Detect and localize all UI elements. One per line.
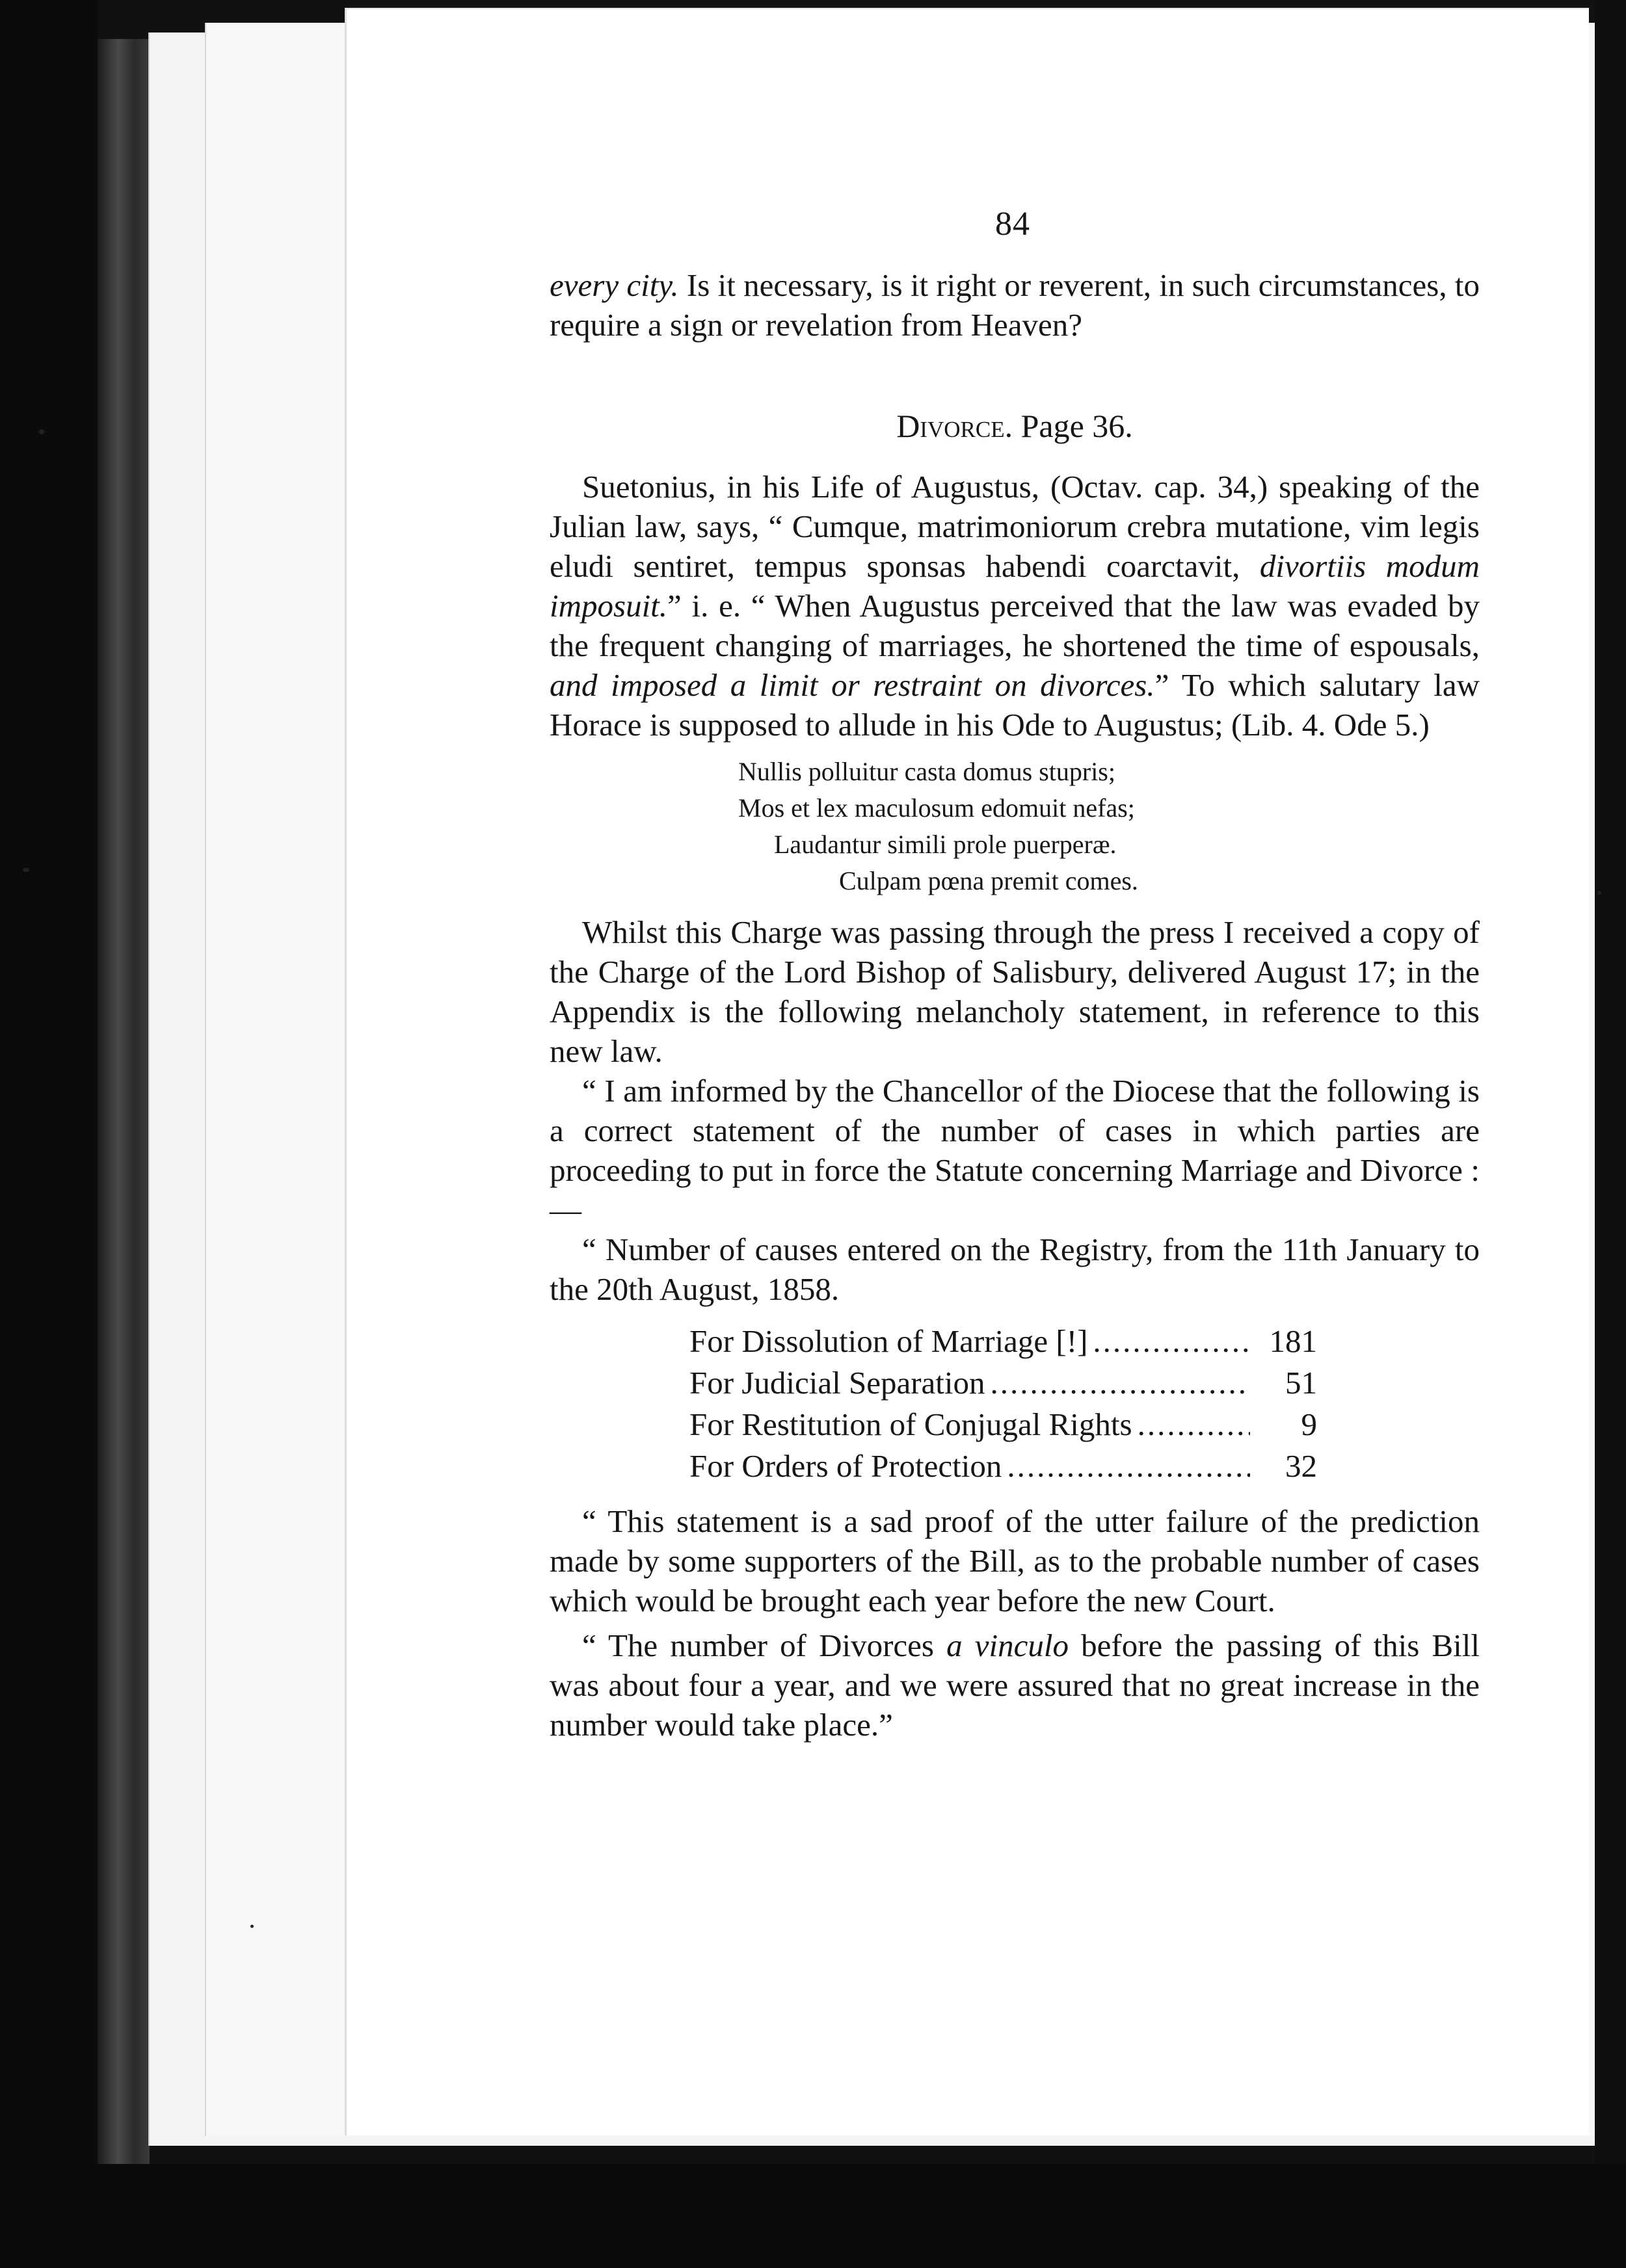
- scan-border-bottom: [0, 2164, 1626, 2268]
- verse-line: Mos et lex maculosum edomuit nefas;: [738, 793, 1135, 823]
- statement-paragraph: “ This statement is a sad proof of the utter failure of the prediction made by some supporters of the Bill, as to the probable number of cases which would be brought each year before the new Court.: [550, 1503, 1480, 1618]
- causes-table: [689, 1321, 1317, 1487]
- row-value: 181: [1269, 1323, 1317, 1359]
- horace-verse: [550, 754, 1480, 899]
- table-row: [689, 1362, 1317, 1404]
- leader-dots: [1007, 1445, 1250, 1487]
- row-value: 32: [1285, 1448, 1317, 1484]
- leader-dots: [991, 1362, 1250, 1404]
- verse-line: Laudantur simili prole puerperæ.: [774, 830, 1117, 859]
- paragraph-text: “ The number of Divorces: [582, 1628, 947, 1663]
- scan-border-right: [1595, 0, 1626, 2268]
- leader-dots: [1138, 1404, 1250, 1445]
- scan-speck: [250, 1925, 254, 1928]
- scan-speck: [39, 429, 44, 434]
- row-value: 9: [1301, 1406, 1317, 1442]
- paragraph-text: Suetonius, in his Life of Augustus, (Octav. cap. 34,) speaking of the Julian law, says, “ Cumque, matrimoniorum crebra mutatione, vim legis eludi sentiret, tempus sponsas habendi coarctavit,: [550, 469, 1480, 584]
- closing-paragraph: [550, 1626, 1480, 1745]
- row-label: For Dissolution of Marriage [!]: [689, 1323, 1088, 1359]
- latin-italic: a vinculo: [946, 1628, 1069, 1663]
- latin-italic: divortiis modum imposuit.: [550, 548, 1480, 624]
- row-label: For Orders of Protection: [689, 1448, 1002, 1484]
- row-label: For Judicial Separation: [689, 1365, 985, 1401]
- opening-paragraph: [550, 265, 1480, 345]
- leader-dots: [1093, 1321, 1250, 1362]
- informed-paragraph: “ I am informed by the Chancellor of the Diocese that the following is a correct statement of the number of cases in which parties are proceeding to put in force the Statute concerning Marriage and Divorce :—: [550, 1073, 1480, 1228]
- emphasis-italic: and imposed a limit or restraint on divorces.: [550, 667, 1155, 703]
- suetonius-paragraph: [550, 467, 1480, 745]
- table-row: [689, 1321, 1317, 1362]
- scan-speck: [23, 868, 29, 872]
- heading-title: Divorce.: [896, 408, 1013, 444]
- opening-italic: every city.: [550, 267, 679, 303]
- verse-line: Culpam pœna premit comes.: [839, 866, 1138, 895]
- row-label: For Restitution of Conjugal Rights: [689, 1406, 1132, 1442]
- whilst-paragraph: Whilst this Charge was passing through the press I received a copy of the Charge of the Lord Bishop of Salisbury, delivered August 17; in the Appendix is the following melancholy statement, in reference to this new law.: [550, 914, 1480, 1069]
- section-heading: [550, 406, 1480, 446]
- paragraph-text: ” i. e. “ When Augustus perceived that the law was evaded by the frequent changing of marriages, he shortened the time of espousals,: [550, 588, 1480, 663]
- scan-speck: [1597, 891, 1601, 895]
- verse-line: Nullis polluitur casta domus stupris;: [738, 757, 1115, 786]
- scan-border-left: [0, 0, 98, 2268]
- row-value: 51: [1285, 1365, 1317, 1401]
- heading-page-ref: Page 36.: [1013, 408, 1133, 444]
- causes-paragraph: “ Number of causes entered on the Registry, from the 11th January to the 20th August, 1858.: [550, 1232, 1480, 1307]
- paragraph-text: ” To which salutary law Horace is supposed to allude in his Ode to Augustus; (Lib. 4. Ode 5.): [550, 667, 1480, 743]
- opening-text: Is it necessary, is it right or reverent, in such circumstances, to require a sign or revelation from Heaven?: [550, 267, 1480, 343]
- table-row: [689, 1404, 1317, 1445]
- book-page-edges: [98, 39, 150, 2204]
- page-number: 84: [995, 205, 1030, 243]
- table-row: [689, 1445, 1317, 1487]
- page-body: [550, 195, 1480, 1745]
- paragraph-text: before the passing of this Bill was about four a year, and we were assured that no great increase in the number would take place.”: [550, 1628, 1480, 1743]
